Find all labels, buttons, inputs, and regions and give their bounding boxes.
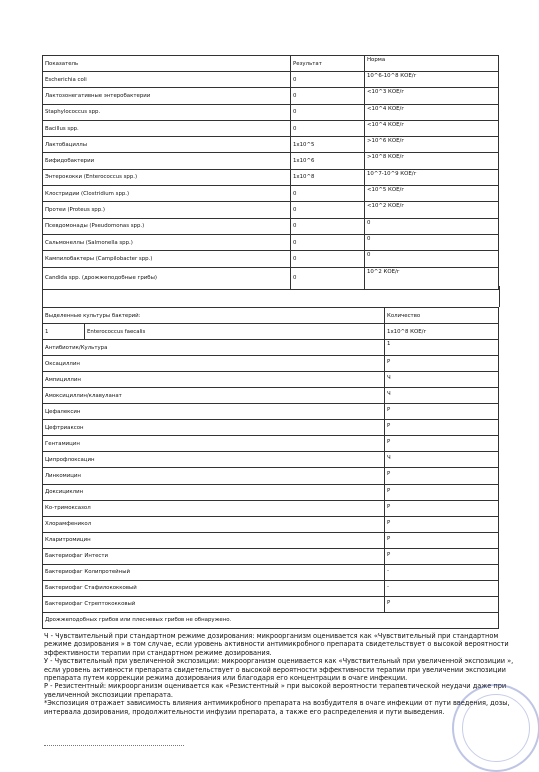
analysis-norm: <10^5 КОЕ/г (365, 186, 499, 202)
analysis-result: 0 (291, 72, 365, 88)
antibiotic-header-row (43, 340, 499, 356)
antibiotic-susceptibility: Р (385, 420, 499, 436)
analysis-indicator: Candida spp. (дрожжеподобные грибы) (43, 267, 291, 289)
antibiotic-row (43, 468, 499, 484)
antibiotic-name: Ампициллин (43, 372, 385, 388)
analysis-norm: <10^4 КОЕ/г (365, 120, 499, 136)
antibiotic-susceptibility: Р (385, 356, 499, 372)
analysis-result: 0 (291, 104, 365, 120)
analysis-indicator: Лактобациллы (43, 137, 291, 153)
analysis-norm: 10^7-10^9 КОЕ/г (365, 169, 499, 185)
analysis-indicator: Кампилобактеры (Campilobacter spp.) (43, 251, 291, 267)
antibiotic-susceptibility: Р (385, 548, 499, 564)
antibiotic-row (43, 356, 499, 372)
antibiotic-row (43, 548, 499, 564)
analysis-norm: 0 (365, 251, 499, 267)
analysis-row (43, 120, 499, 136)
antibiotic-susceptibility: Р (385, 500, 499, 516)
antibiotic-name: Цефалексин (43, 404, 385, 420)
analysis-indicator: Псевдомонады (Pseudomonas spp.) (43, 218, 291, 234)
table-gap (42, 286, 500, 307)
analysis-indicator: Bacillus spp. (43, 120, 291, 136)
antibiotic-name: Гентамицин (43, 436, 385, 452)
culture-footer-note: Дрожжеподобных грибов или плесневых грибов не обнаружено. (43, 612, 499, 628)
antibiotic-row (43, 532, 499, 548)
analysis-row (43, 137, 499, 153)
seal-stamp (452, 684, 539, 772)
antibiotic-susceptibility: Р (385, 404, 499, 420)
analysis-result: 0 (291, 202, 365, 218)
antibiotic-name: Хлорамфеникол (43, 516, 385, 532)
analysis-indicator: Escherichia coli (43, 72, 291, 88)
analysis-indicator: Лактозонегативные энтеробактерии (43, 88, 291, 104)
antibiotic-name: Цефтриаксон (43, 420, 385, 436)
antibiotic-header-label: Антибиотик/Культура (43, 340, 385, 356)
analysis-result: 1x10^5 (291, 137, 365, 153)
antibiotic-row (43, 580, 499, 596)
analysis-row (43, 202, 499, 218)
analysis-norm: 10^2 КОЕ/г (365, 267, 499, 289)
antibiotic-susceptibility: Ч (385, 388, 499, 404)
antibiotic-row (43, 484, 499, 500)
analysis-indicator: Бифидобактерии (43, 153, 291, 169)
analysis-row (43, 251, 499, 267)
analysis-result: 1x10^8 (291, 169, 365, 185)
analysis-norm: 0 (365, 218, 499, 234)
antibiotic-row (43, 596, 499, 612)
antibiotic-row (43, 516, 499, 532)
antibiotic-susceptibility: - (385, 580, 499, 596)
antibiotic-susceptibility: Р (385, 484, 499, 500)
analysis-row (43, 104, 499, 120)
analysis-norm: >10^8 КОЕ/г (365, 153, 499, 169)
header-norm: Норма (365, 56, 499, 72)
analysis-indicator: Staphylococcus spp. (43, 104, 291, 120)
culture-header-row (43, 308, 499, 324)
analysis-result: 0 (291, 186, 365, 202)
analysis-norm: >10^6 КОЕ/г (365, 137, 499, 153)
analysis-result: 0 (291, 267, 365, 289)
analysis-norm: 0 (365, 234, 499, 250)
analysis-indicator: Энтерококки (Enterococcus spp.) (43, 169, 291, 185)
antibiotic-row (43, 452, 499, 468)
antibiotic-row (43, 500, 499, 516)
antibiotic-row (43, 404, 499, 420)
antibiotic-name: Доксициклин (43, 484, 385, 500)
antibiotic-susceptibility: Ч (385, 452, 499, 468)
analysis-row (43, 88, 499, 104)
antibiotic-name: Кларитромицин (43, 532, 385, 548)
antibiotic-row (43, 436, 499, 452)
antibiotic-name: Линкомицин (43, 468, 385, 484)
antibiotic-susceptibility: Р (385, 436, 499, 452)
analysis-norm: <10^2 КОЕ/г (365, 202, 499, 218)
antibiotic-susceptibility: Р (385, 532, 499, 548)
antibiotic-row (43, 564, 499, 580)
analysis-result: 0 (291, 120, 365, 136)
analysis-row (43, 218, 499, 234)
analysis-norm: 10^6-10^8 КОЕ/г (365, 72, 499, 88)
header-indicator: Показатель (43, 56, 291, 72)
antibiotic-name: Бактериофаг Колипротейный (43, 564, 385, 580)
legend (44, 632, 526, 716)
antibiotic-susceptibility: Р (385, 468, 499, 484)
culture-table (42, 307, 499, 629)
antibiotic-name: Бактериофаг Интести (43, 548, 385, 564)
legend-exposure-note: *Экспозиция отражает зависимость влияния антимикробного препарата на возбудителя в очаге инфекции от пути введения, дозы, интервала дозирования, продолжительности инфузии препарата, а также его распределения и пути выведения. (44, 699, 510, 716)
culture-num: 1 (43, 324, 85, 340)
antibiotic-name: Ципрофлоксацин (43, 452, 385, 468)
antibiotic-name: Ко-тримоксазол (43, 500, 385, 516)
antibiotic-name: Оксациллин (43, 356, 385, 372)
analysis-result: 1x10^6 (291, 153, 365, 169)
analysis-table (42, 55, 499, 290)
culture-row (43, 324, 499, 340)
culture-header-qty: Количество (385, 308, 499, 324)
antibiotic-row (43, 372, 499, 388)
analysis-row (43, 169, 499, 185)
culture-qty: 1x10^8 КОЕ/г (385, 324, 499, 340)
analysis-result: 0 (291, 234, 365, 250)
analysis-result: 0 (291, 88, 365, 104)
antibiotic-susceptibility: Р (385, 516, 499, 532)
analysis-norm: <10^4 КОЕ/г (365, 104, 499, 120)
culture-header-label: Выделенные культуры бактерий: (43, 308, 385, 324)
analysis-indicator: Протеи (Proteus spp.) (43, 202, 291, 218)
antibiotic-row (43, 388, 499, 404)
analysis-header-row (43, 56, 499, 72)
analysis-indicator: Сальмонеллы (Salmonella spp.) (43, 234, 291, 250)
antibiotic-name: Амоксициллин/клавуланат (43, 388, 385, 404)
analysis-row (43, 72, 499, 88)
antibiotic-susceptibility: Ч (385, 372, 499, 388)
legend-resistant: Р - Резистентный: микроорганизм оценивается как «Резистентный » при высокой вероятности терапевтической неудачи даже при увеличенной экспозиции препарата. (44, 682, 507, 699)
antibiotic-header-value: 1 (385, 340, 499, 356)
analysis-row (43, 153, 499, 169)
legend-sensitive: Ч - Чувствительный при стандартном режиме дозирования: микроорганизм оценивается как «Чувствительный при стандартном режиме дозирования » в том случае, если уровень активности антимикробного препарата свидетельствует о высокой вероятности эффективности терапии при стандартном режиме дозирования. (44, 632, 509, 657)
antibiotic-row (43, 420, 499, 436)
analysis-result: 0 (291, 218, 365, 234)
analysis-row (43, 234, 499, 250)
header-result: Результат (291, 56, 365, 72)
antibiotic-name: Бактериофаг Стафилококковый (43, 580, 385, 596)
legend-increased-exposure: У - Чувствительный при увеличенной экспозиции: микроорганизм оценивается как «Чувствительный при увеличенной экспозиции », если уровень активности препарата свидетельствует о высокой вероятности эффективности терапии при увеличении экспозиции препарата путем коррекции режима дозирования или благодаря его концентрации в очаге инфекции. (44, 657, 514, 683)
analysis-row (43, 186, 499, 202)
antibiotic-susceptibility: Р (385, 596, 499, 612)
antibiotic-name: Бактериофаг Стрептококковый (43, 596, 385, 612)
analysis-norm: <10^3 КОЕ/г (365, 88, 499, 104)
culture-footer-row (43, 612, 499, 628)
culture-name: Enterococcus faecalis (85, 324, 385, 340)
analysis-indicator: Клостридии (Clostridium spp.) (43, 186, 291, 202)
signature-line (44, 745, 184, 748)
antibiotic-susceptibility: - (385, 564, 499, 580)
analysis-result: 0 (291, 251, 365, 267)
